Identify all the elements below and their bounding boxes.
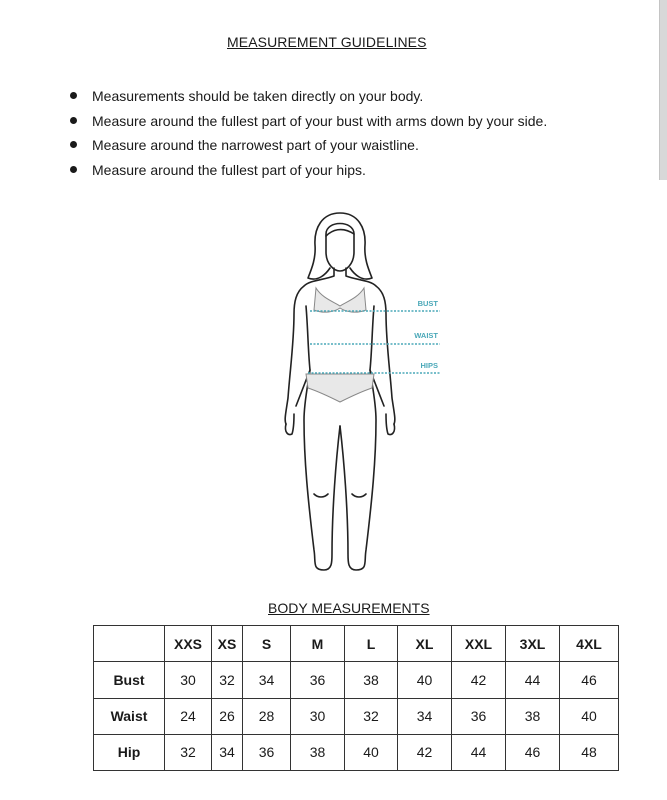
bust-label: BUST <box>417 299 438 308</box>
table-cell: 36 <box>291 662 345 698</box>
table-row-hip <box>94 734 619 770</box>
table-cell: 38 <box>345 662 398 698</box>
table-cell: 40 <box>345 734 398 770</box>
guideline-item <box>66 158 547 183</box>
page-title: MEASUREMENT GUIDELINES <box>227 34 427 50</box>
guideline-text: Measurements should be taken directly on your body. <box>92 88 424 104</box>
bra-shape <box>314 288 366 312</box>
guideline-text: Measure around the fullest part of your bust with arms down by your side. <box>92 112 548 129</box>
table-cell: 40 <box>560 698 619 734</box>
table-cell: 46 <box>560 662 619 698</box>
hips-label: HIPS <box>420 361 438 370</box>
table-cell: 36 <box>243 734 291 770</box>
table-row-waist <box>94 698 619 734</box>
size-header: S <box>243 626 291 662</box>
table-cell: 30 <box>291 698 345 734</box>
bullet-icon <box>70 92 77 99</box>
row-label: Waist <box>94 698 165 734</box>
table-cell: 40 <box>398 662 452 698</box>
table-cell: 32 <box>345 698 398 734</box>
underwear-shape <box>306 374 374 402</box>
table-title: BODY MEASUREMENTS <box>268 600 430 616</box>
row-label: Bust <box>94 662 165 698</box>
size-header: M <box>291 626 345 662</box>
face-outline <box>326 224 354 272</box>
bullet-icon <box>70 117 77 124</box>
guideline-item <box>66 133 547 158</box>
table-cell: 32 <box>212 662 243 698</box>
row-label: Hip <box>94 734 165 770</box>
table-header-row <box>94 626 619 662</box>
table-cell: 42 <box>452 662 506 698</box>
table-cell: 34 <box>398 698 452 734</box>
body-figure-illustration <box>270 210 470 585</box>
size-header: XXS <box>165 626 212 662</box>
size-header: L <box>345 626 398 662</box>
size-header: 4XL <box>560 626 619 662</box>
table-cell: 34 <box>212 734 243 770</box>
table-cell: 26 <box>212 698 243 734</box>
guideline-text: Measure around the narrowest part of your waistline. <box>92 137 419 153</box>
guideline-item <box>66 84 547 109</box>
size-chart-table <box>93 625 619 771</box>
size-header: XS <box>212 626 243 662</box>
table-cell: 30 <box>165 662 212 698</box>
bullet-icon <box>70 141 77 148</box>
table-cell: 46 <box>506 734 560 770</box>
table-cell: 36 <box>452 698 506 734</box>
scrollbar[interactable] <box>659 0 667 180</box>
size-header: XXL <box>452 626 506 662</box>
waist-label: WAIST <box>414 331 438 340</box>
size-header: 3XL <box>506 626 560 662</box>
table-cell: 34 <box>243 662 291 698</box>
guideline-item <box>66 109 547 134</box>
table-row-bust <box>94 662 619 698</box>
table-cell: 38 <box>291 734 345 770</box>
table-cell: 42 <box>398 734 452 770</box>
table-cell: 38 <box>506 698 560 734</box>
table-cell: 28 <box>243 698 291 734</box>
table-cell: 44 <box>452 734 506 770</box>
guideline-text: Measure around the fullest part of your hips. <box>92 161 366 178</box>
size-header: XL <box>398 626 452 662</box>
table-cell: 44 <box>506 662 560 698</box>
table-cell: 48 <box>560 734 619 770</box>
table-cell: 24 <box>165 698 212 734</box>
bullet-icon <box>70 166 77 173</box>
table-corner-cell <box>94 626 165 662</box>
guidelines-list <box>66 84 547 182</box>
table-cell: 32 <box>165 734 212 770</box>
